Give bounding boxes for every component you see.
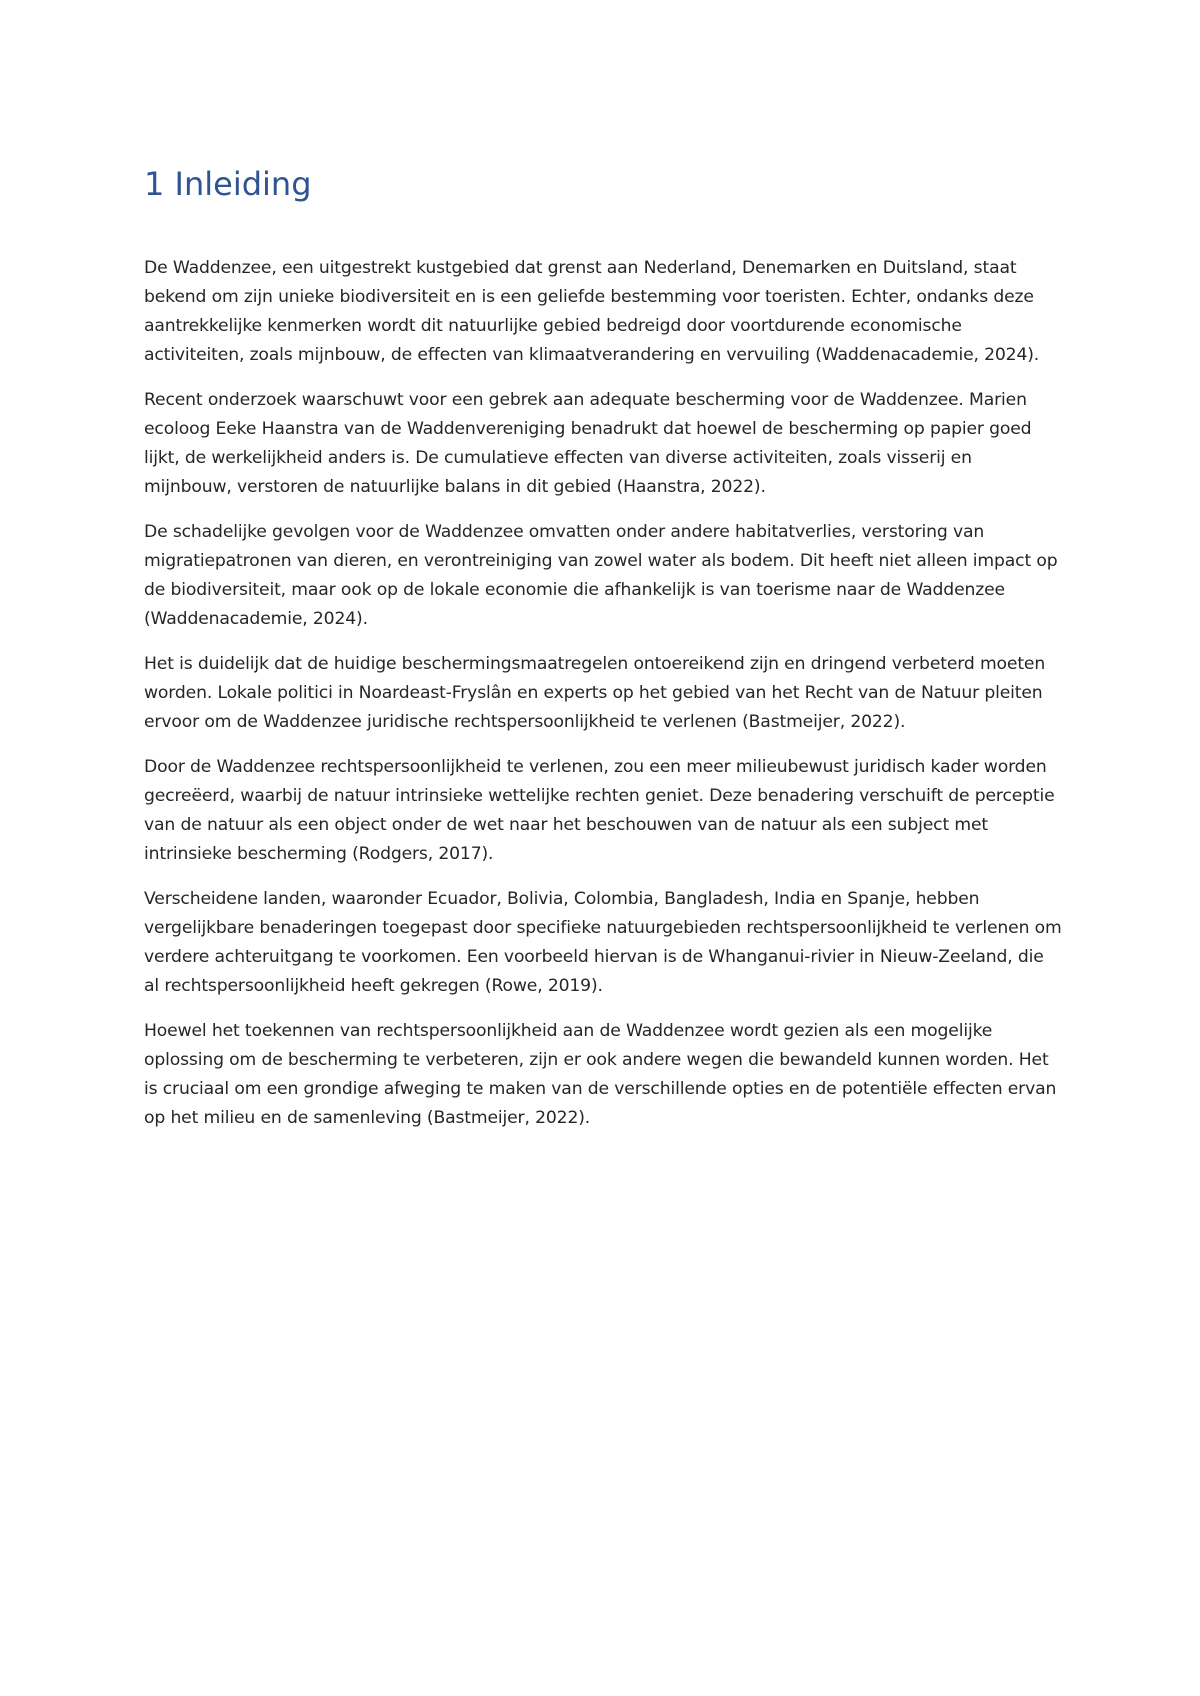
section-body bbox=[144, 254, 1064, 1149]
paragraph-6: Verscheidene landen, waaronder Ecuador, Bolivia, Colombia, Bangladesh, India en Spanje, hebben vergelijkbare benaderingen toegepast door specifieke natuurgebieden rechtspersoonlijkheid te verlenen om verdere achteruitgang te voorkomen. Een voorbeeld hiervan is de Whanganui-rivier in Nieuw-Zeeland, die al rechtspersoonlijkheid heeft gekregen (Rowe, 2019). bbox=[144, 889, 1062, 996]
section-heading: 1 Inleiding bbox=[144, 165, 312, 203]
paragraph-5: Door de Waddenzee rechtspersoonlijkheid te verlenen, zou een meer milieubewust juridisch kader worden gecreëerd, waarbij de natuur intrinsieke wettelijke rechten geniet. Deze benadering verschuift de perceptie van de natuur als een object onder de wet naar het beschouwen van de natuur als een subject met intrinsieke bescherming (Rodgers, 2017). bbox=[144, 757, 1055, 864]
paragraph-2: Recent onderzoek waarschuwt voor een gebrek aan adequate bescherming voor de Waddenzee. Marien ecoloog Eeke Haanstra van de Waddenvereniging benadrukt dat hoewel de bescherming op papier goed lijkt, de werkelijkheid anders is. De cumulatieve effecten van diverse activiteiten, zoals visserij en mijnbouw, verstoren de natuurlijke balans in dit gebied (Haanstra, 2022). bbox=[144, 390, 1032, 497]
paragraph-4: Het is duidelijk dat de huidige beschermingsmaatregelen ontoereikend zijn en dringend verbeterd moeten worden. Lokale politici in Noardeast-Fryslân en experts op het gebied van het Recht van de Natuur pleiten ervoor om de Waddenzee juridische rechtspersoonlijkheid te verlenen (Bastmeijer, 2022). bbox=[144, 654, 1046, 732]
paragraph-3: De schadelijke gevolgen voor de Waddenzee omvatten onder andere habitatverlies, verstoring van migratiepatronen van dieren, en verontreiniging van zowel water als bodem. Dit heeft niet alleen impact op de biodiversiteit, maar ook op de lokale economie die afhankelijk is van toerisme naar de Waddenzee (Waddenacademie, 2024). bbox=[144, 522, 1058, 629]
paragraph-7: Hoewel het toekennen van rechtspersoonlijkheid aan de Waddenzee wordt gezien als een mogelijke oplossing om de bescherming te verbeteren, zijn er ook andere wegen die bewandeld kunnen worden. Het is cruciaal om een grondige afweging te maken van de verschillende opties en de potentiële effecten ervan op het milieu en de samenleving (Bastmeijer, 2022). bbox=[144, 1021, 1057, 1128]
paragraph-1: De Waddenzee, een uitgestrekt kustgebied dat grenst aan Nederland, Denemarken en Duitsland, staat bekend om zijn unieke biodiversiteit en is een geliefde bestemming voor toeristen. Echter, ondanks deze aantrekkelijke kenmerken wordt dit natuurlijke gebied bedreigd door voortdurende economische activiteiten, zoals mijnbouw, de effecten van klimaatverandering en vervuiling (Waddenacademie, 2024). bbox=[144, 258, 1040, 365]
